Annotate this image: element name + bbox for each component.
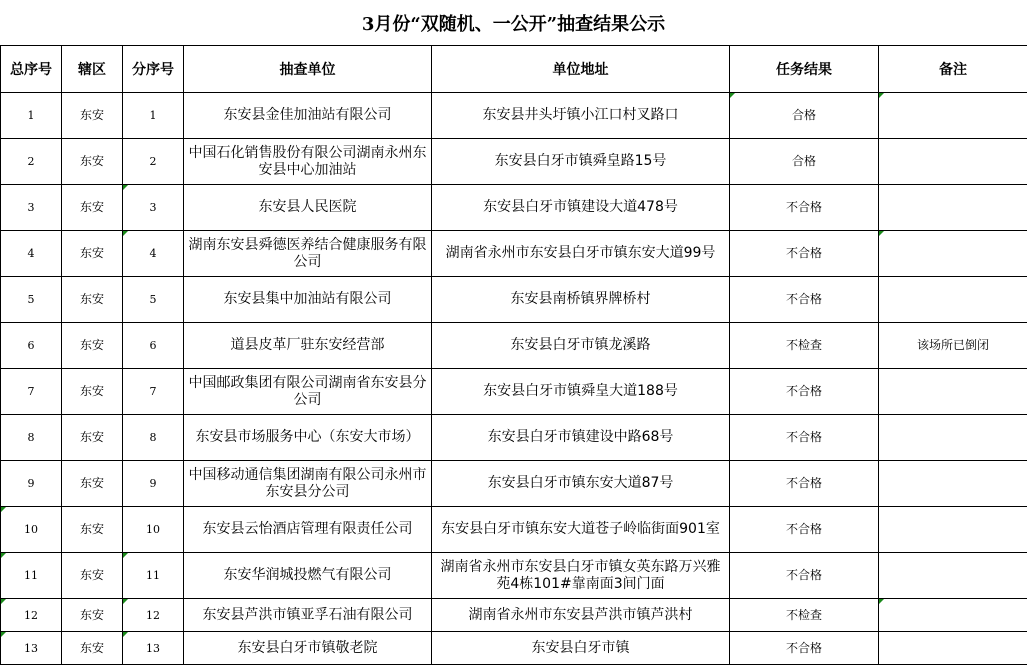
cell-district: 东安 [62,507,123,553]
cell-total-no: 9 [1,461,62,507]
cell-unit: 东安县人民医院 [184,185,432,231]
cell-note [879,553,1027,599]
cell-note [879,507,1027,553]
cell-unit: 东安县市场服务中心（东安大市场） [184,415,432,461]
cell-result: 不合格 [730,507,879,553]
cell-result: 合格 [730,93,879,139]
cell-total-no: 12 [1,599,62,632]
table-row [1,553,1027,599]
cell-district: 东安 [62,185,123,231]
cell-sub-no: 13 [123,632,184,665]
cell-district: 东安 [62,461,123,507]
table-row [1,461,1027,507]
header-total-no: 总序号 [1,46,62,93]
cell-total-no: 2 [1,139,62,185]
cell-address: 湖南省永州市东安县白牙市镇东安大道99号 [432,231,730,277]
cell-note [879,139,1027,185]
cell-result: 不合格 [730,369,879,415]
cell-result: 不合格 [730,632,879,665]
cell-district: 东安 [62,599,123,632]
header-note: 备注 [879,46,1027,93]
cell-sub-no: 5 [123,277,184,323]
cell-district: 东安 [62,369,123,415]
cell-unit: 东安华润城投燃气有限公司 [184,553,432,599]
cell-district: 东安 [62,323,123,369]
cell-district: 东安 [62,632,123,665]
cell-total-no: 7 [1,369,62,415]
cell-sub-no: 7 [123,369,184,415]
cell-address: 东安县南桥镇界牌桥村 [432,277,730,323]
cell-address: 东安县井头圩镇小江口村叉路口 [432,93,730,139]
cell-district: 东安 [62,231,123,277]
table-row [1,415,1027,461]
cell-sub-no: 1 [123,93,184,139]
cell-unit: 东安县云怡酒店管理有限责任公司 [184,507,432,553]
cell-note [879,277,1027,323]
cell-district: 东安 [62,553,123,599]
cell-address: 东安县白牙市镇舜皇路15号 [432,139,730,185]
cell-unit: 东安县芦洪市镇亚孚石油有限公司 [184,599,432,632]
table-row [1,599,1027,632]
cell-district: 东安 [62,93,123,139]
cell-total-no: 5 [1,277,62,323]
cell-address: 东安县白牙市镇龙溪路 [432,323,730,369]
cell-note [879,632,1027,665]
sheet-title: 3月份“双随机、一公开”抽查结果公示 [0,0,1027,46]
cell-note [879,461,1027,507]
table-row [1,323,1027,369]
table-row [1,507,1027,553]
cell-total-no: 3 [1,185,62,231]
cell-note [879,93,1027,139]
cell-sub-no: 8 [123,415,184,461]
cell-result: 不检查 [730,599,879,632]
cell-unit: 东安县白牙市镇敬老院 [184,632,432,665]
cell-address: 湖南省永州市东安县芦洪市镇芦洪村 [432,599,730,632]
cell-result: 不合格 [730,231,879,277]
cell-sub-no: 9 [123,461,184,507]
cell-district: 东安 [62,415,123,461]
cell-result: 不合格 [730,415,879,461]
table-row [1,277,1027,323]
cell-address: 东安县白牙市镇建设大道478号 [432,185,730,231]
table-row [1,231,1027,277]
table-row [1,93,1027,139]
cell-sub-no: 2 [123,139,184,185]
cell-total-no: 1 [1,93,62,139]
cell-sub-no: 3 [123,185,184,231]
header-sub-no: 分序号 [123,46,184,93]
cell-sub-no: 12 [123,599,184,632]
cell-sub-no: 6 [123,323,184,369]
cell-district: 东安 [62,277,123,323]
results-table [0,46,1027,665]
cell-unit: 东安县金佳加油站有限公司 [184,93,432,139]
header-address: 单位地址 [432,46,730,93]
cell-total-no: 10 [1,507,62,553]
cell-unit: 道县皮革厂驻东安经营部 [184,323,432,369]
cell-note [879,415,1027,461]
cell-sub-no: 4 [123,231,184,277]
cell-sub-no: 10 [123,507,184,553]
cell-note [879,231,1027,277]
cell-unit: 东安县集中加油站有限公司 [184,277,432,323]
cell-address: 湖南省永州市东安县白牙市镇女英东路万兴雅苑4栋101#靠南面3间门面 [432,553,730,599]
cell-note [879,185,1027,231]
cell-note [879,369,1027,415]
cell-total-no: 11 [1,553,62,599]
cell-total-no: 4 [1,231,62,277]
cell-result: 不合格 [730,553,879,599]
header-result: 任务结果 [730,46,879,93]
cell-result: 不检查 [730,323,879,369]
cell-result: 合格 [730,139,879,185]
cell-total-no: 13 [1,632,62,665]
header-district: 辖区 [62,46,123,93]
cell-unit: 中国移动通信集团湖南有限公司永州市东安县分公司 [184,461,432,507]
table-row [1,139,1027,185]
table-row [1,369,1027,415]
cell-address: 东安县白牙市镇东安大道87号 [432,461,730,507]
cell-address: 东安县白牙市镇舜皇大道188号 [432,369,730,415]
table-row [1,632,1027,665]
cell-note: 该场所已倒闭 [879,323,1027,369]
cell-note [879,599,1027,632]
cell-result: 不合格 [730,277,879,323]
header-row [1,46,1027,93]
cell-unit: 中国石化销售股份有限公司湖南永州东安县中心加油站 [184,139,432,185]
cell-total-no: 6 [1,323,62,369]
header-unit: 抽查单位 [184,46,432,93]
cell-unit: 中国邮政集团有限公司湖南省东安县分公司 [184,369,432,415]
cell-address: 东安县白牙市镇东安大道苍子岭临街面901室 [432,507,730,553]
cell-unit: 湖南东安县舜德医养结合健康服务有限公司 [184,231,432,277]
cell-district: 东安 [62,139,123,185]
cell-total-no: 8 [1,415,62,461]
cell-sub-no: 11 [123,553,184,599]
cell-result: 不合格 [730,185,879,231]
table-row [1,185,1027,231]
cell-address: 东安县白牙市镇建设中路68号 [432,415,730,461]
cell-result: 不合格 [730,461,879,507]
cell-address: 东安县白牙市镇 [432,632,730,665]
